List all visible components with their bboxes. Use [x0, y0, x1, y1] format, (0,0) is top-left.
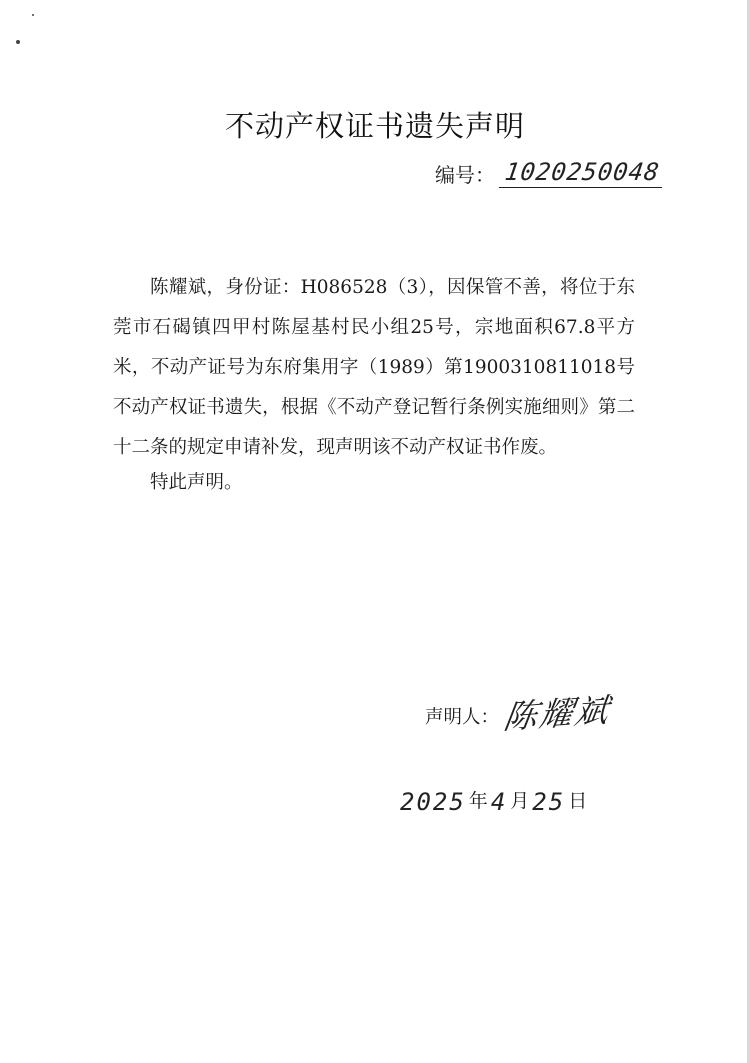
- document-number-label: 编号：: [435, 163, 495, 187]
- date-day: 25: [532, 788, 566, 816]
- document-number-value: 1020250048: [499, 158, 666, 188]
- declaration-paragraph: 陈耀斌，身份证：H086528（3），因保管不善，将位于东莞市石碣镇四甲村陈屋基村民小组25号，宗地面积67.8平方米，不动产证号为东府集用字（1989）第1900310811018号不动产权证书遗失，根据《不动产登记暂行条例实施细则》第二十二条的规定申请补发，现声明该不动产权证书作废。: [113, 277, 635, 458]
- date-day-unit: 日: [568, 790, 588, 812]
- scan-speck: [16, 40, 20, 44]
- signing-date: [400, 782, 590, 816]
- declaration-body: [113, 268, 635, 468]
- date-month: 4: [490, 788, 508, 816]
- document-number-row: [435, 158, 664, 188]
- signer-row: [425, 685, 614, 737]
- date-month-unit: 月: [510, 790, 530, 812]
- date-year-unit: 年: [468, 790, 488, 812]
- handwritten-signature: 陈耀斌: [501, 690, 614, 737]
- document-title: 不动产权证书遗失声明: [224, 109, 525, 143]
- date-year: 2025: [400, 788, 466, 816]
- closing-statement: 特此声明。: [150, 472, 243, 493]
- signer-label: 声明人：: [425, 707, 500, 728]
- scan-speck: [32, 14, 34, 16]
